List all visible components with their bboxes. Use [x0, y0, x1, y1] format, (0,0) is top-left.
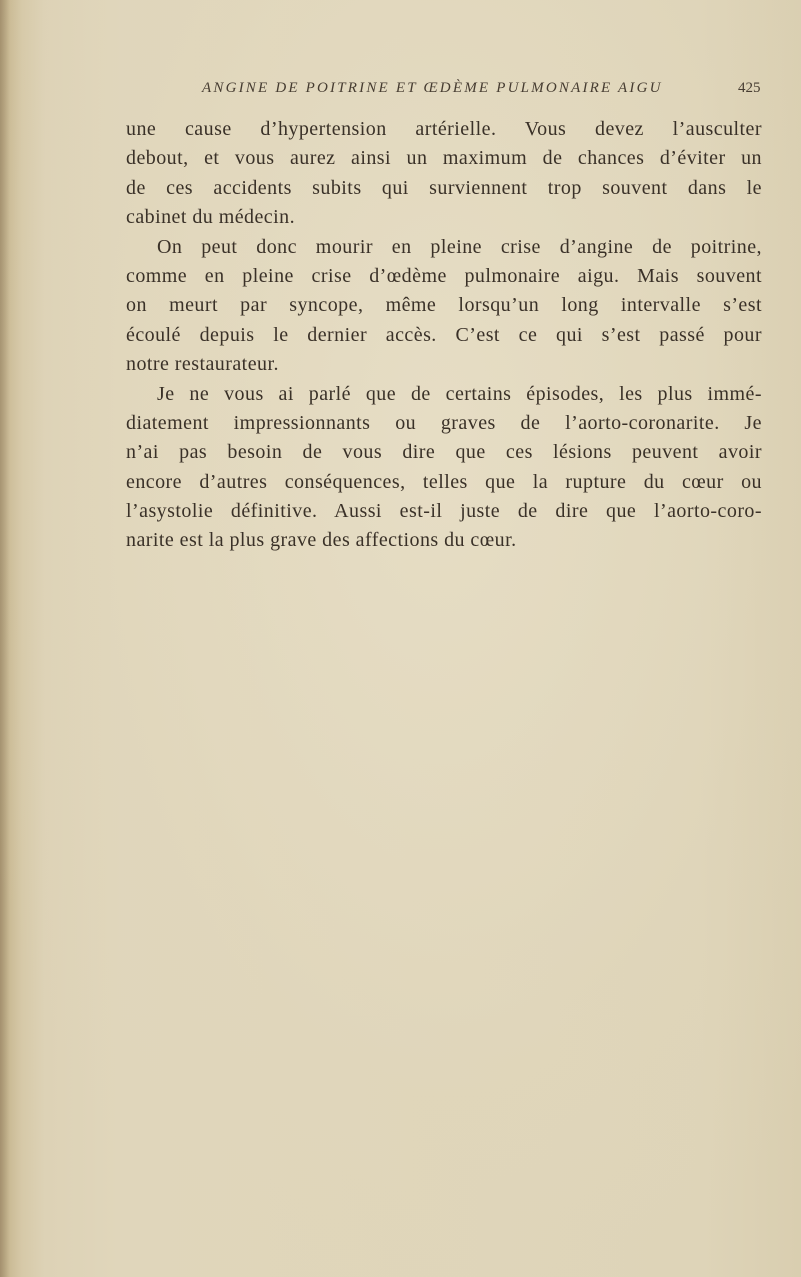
text-line: l’asystolie définitive. Aussi est-il juste de dire que l’aorto-coro-: [126, 500, 762, 523]
text-line: encore d’autres conséquences, telles que la rupture du cœur ou: [126, 470, 762, 493]
text-line: comme en pleine crise d’œdème pulmonaire aigu. Mais souvent: [126, 264, 762, 287]
text-line: diatement impressionnants ou graves de l’aorto-coronarite. Je: [126, 411, 762, 434]
text-line: Je ne vous ai parlé que de certains épisodes, les plus immé-: [157, 382, 762, 405]
binding-shadow: [0, 0, 10, 1277]
text-line: cabinet du médecin.: [126, 206, 296, 229]
text-line: debout, et vous aurez ainsi un maximum de chances d’éviter un: [126, 147, 762, 170]
text-line: on meurt par syncope, même lorsqu’un long intervalle s’est: [126, 294, 762, 317]
text-line: On peut donc mourir en pleine crise d’angine de poitrine,: [157, 235, 762, 258]
running-head: ANGINE DE POITRINE ET ŒDÈME PULMONAIRE AIGU: [202, 80, 663, 96]
text-line: écoulé depuis le dernier accès. C’est ce qui s’est passé pour: [126, 323, 762, 346]
text-line: notre restaurateur.: [126, 353, 279, 376]
text-line: narite est la plus grave des affections du cœur.: [126, 529, 517, 552]
body-text: [126, 115, 762, 556]
text-line: une cause d’hypertension artérielle. Vous devez l’ausculter: [126, 118, 762, 140]
text-line: n’ai pas besoin de vous dire que ces lésions peuvent avoir: [126, 441, 762, 464]
text-line: de ces accidents subits qui surviennent trop souvent dans le: [126, 176, 762, 199]
page-number: 425: [738, 80, 761, 96]
